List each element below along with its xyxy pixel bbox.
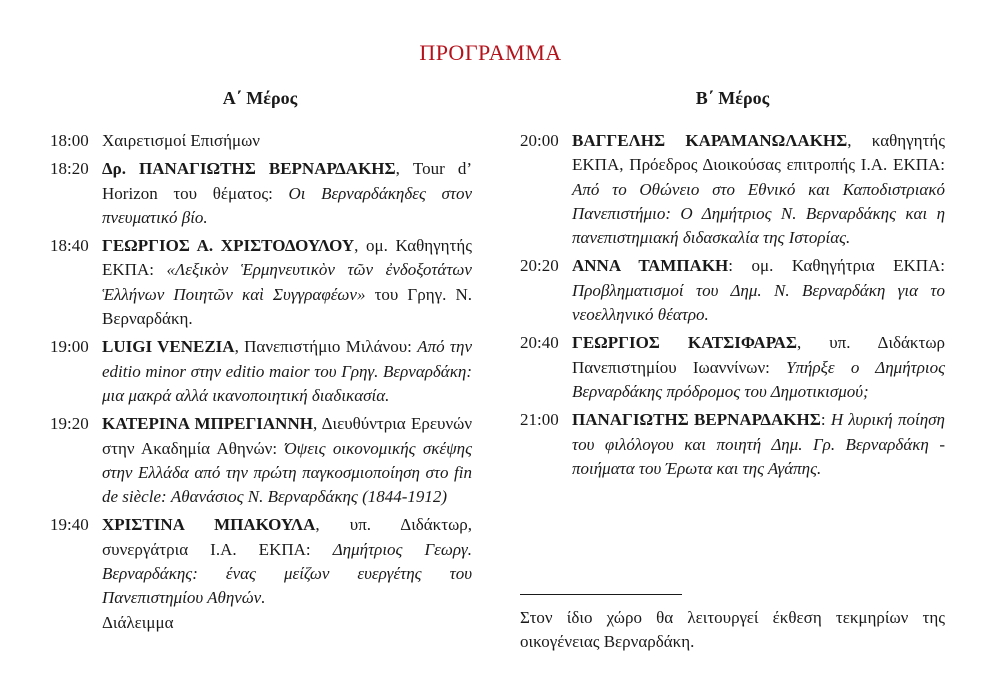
speaker-name: ΑΝΝΑ ΤΑΜΠΑΚΗ xyxy=(572,256,729,276)
talk-title: Η λυρική ποίηση του φιλόλογου και ποιητή Δημ. Γρ. Βερναρδάκη - ποιήματα του Έρωτα και της Αγάπης. xyxy=(572,410,945,478)
entry-body xyxy=(102,513,472,610)
speaker-name: ΓΕΩΡΓΙΟΣ Α. ΧΡΙΣΤΟΔΟΥΛΟΥ xyxy=(102,236,355,256)
entry-time: 18:00 xyxy=(50,131,89,150)
talk-title: «Λεξικὸν Ἑρμηνευτικὸν τῶν ἐνδοξοτάτων Ἑλλήνων Ποιητῶν καὶ Συγγραφέων» xyxy=(102,260,472,304)
break-label: Διάλειμμα xyxy=(102,612,174,632)
program-entry xyxy=(520,254,945,327)
speaker-name: ΒΑΓΓΕΛΗΣ ΚΑΡΑΜΑΝΩΛΑΚΗΣ xyxy=(572,131,848,150)
speaker-name: ΧΡΙΣΤΙΝΑ ΜΠΑΚΟΥΛΑ xyxy=(102,515,316,535)
footnote: Στον ίδιο χώρο θα λειτουργεί έκθεση τεκμηρίων της οικογένειας Βερναρδάκη. xyxy=(520,608,945,652)
speaker-name: ΠΑΝΑΓΙΩΤΗΣ ΒΕΡΝΑΡΔΑΚΗΣ xyxy=(572,410,821,430)
entry-time: 20:40 xyxy=(520,333,559,353)
speaker-name: ΚΑΤΕΡΙΝΑ ΜΠΡΕΓΙΑΝΝΗ xyxy=(102,414,313,434)
entry-description: , υπ. Διδάκτωρ, συνεργάτρια Ι.Α. ΕΚΠΑ: xyxy=(102,515,473,559)
program-entry xyxy=(50,129,472,153)
entry-body xyxy=(102,157,472,230)
program-entry xyxy=(50,412,472,509)
entry-body xyxy=(572,408,945,481)
part-b-heading: Β΄ Μέρος xyxy=(695,88,770,108)
speaker-name: ΓΕΩΡΓΙΟΣ ΚΑΤΣΙΦΑΡΑΣ xyxy=(572,333,797,353)
entry-description: : ομ. Καθηγήτρια ΕΚΠΑ: xyxy=(728,256,946,276)
program-entry xyxy=(520,408,945,481)
entry-time: 20:20 xyxy=(520,256,559,276)
entry-time: 21:00 xyxy=(520,410,559,430)
entry-description: , Tour d’ Horizon του θέματος: xyxy=(102,159,472,203)
entry-body xyxy=(102,234,472,331)
entry-body xyxy=(572,129,945,250)
speaker-name: Δρ. ΠΑΝΑΓΙΩΤΗΣ ΒΕΡΝΑΡΔΑΚΗΣ xyxy=(102,159,396,179)
entry-time: 18:20 xyxy=(50,159,89,179)
part-a-heading: Α΄ Μέρος xyxy=(222,88,298,108)
program-entry xyxy=(50,234,472,331)
entry-description: , υπ. Διδάκτωρ Πανεπιστημίου Ιωαννίνων: xyxy=(572,333,946,377)
program-entry xyxy=(520,129,945,250)
entry-description: , Πανεπιστήμιο Μιλάνου: xyxy=(234,337,418,357)
entry-description: , καθηγητής ΕΚΠΑ, Πρόεδρος Διοικούσας επιτροπής Ι.Α. ΕΚΠΑ: xyxy=(572,131,946,175)
program-entry xyxy=(520,331,945,404)
entry-description: , Διευθύντρια Ερευνών στην Ακαδημία Αθηνών: xyxy=(102,414,473,458)
entry-body xyxy=(102,129,472,153)
entry-description: , ομ. Καθηγητής ΕΚΠΑ: xyxy=(102,236,472,280)
talk-title: Υπήρξε ο Δημήτριος Βερναρδάκης πρόδρομος του Δημοτικισμού; xyxy=(572,357,945,401)
entry-body xyxy=(102,335,472,408)
part-a-column xyxy=(50,129,472,635)
entry-body xyxy=(572,254,945,327)
program-entry xyxy=(50,335,472,408)
talk-title: Όψεις οικονομικής σκέψης στην Ελλάδα από την πρώτη παγκοσμιοποίηση στο fin de siècle: Αθανάσιος Ν. Βερναρδάκης (1844-1912) xyxy=(102,438,472,507)
entry-time: 20:00 xyxy=(520,131,559,150)
entry-description: Χαιρετισμοί Επισήμων xyxy=(102,131,260,150)
talk-title: Δημήτριος Γεωργ. Βερναρδάκης: ένας μείζων ευεργέτης του Πανεπιστημίου Αθηνών. xyxy=(102,539,472,608)
entry-time: 18:40 xyxy=(50,236,89,256)
talk-title: Οι Βερναρδάκηδες στον πνευματικό βίο. xyxy=(102,183,472,227)
entry-description: : xyxy=(820,410,831,430)
talk-title: Προβληματισμοί του Δημ. Ν. Βερναρδάκη για το νεοελληνικό θέατρο. xyxy=(572,280,945,325)
footnote-divider xyxy=(520,594,682,595)
program-entry xyxy=(50,157,472,230)
talk-title: Από το Οθώνειο στο Εθνικό και Καποδιστριακό Πανεπιστήμιο: Ο Δημήτριος Ν. Βερναρδάκης και η πανεπιστημιακή διδασκαλία της Ιστορίας. xyxy=(572,179,945,248)
entry-time: 19:40 xyxy=(50,515,89,535)
speaker-name: LUIGI VENEZIA xyxy=(102,337,235,357)
entry-time: 19:20 xyxy=(50,414,89,434)
program-entry xyxy=(50,513,472,610)
entry-body xyxy=(572,331,945,404)
part-b-column xyxy=(520,129,945,485)
entry-body xyxy=(102,412,472,509)
page-title: ΠΡΟΓΡΑΜΜΑ xyxy=(419,40,562,65)
entry-time: 19:00 xyxy=(50,337,89,357)
entry-description-after: του Γρηγ. Ν. Βερναρδάκη. xyxy=(102,284,472,329)
talk-title: Από την editio minor στην editio maior του Γρηγ. Βερναρδάκη: μια μακρά αλλά ικανοποιητική διαδικασία. xyxy=(102,337,472,405)
